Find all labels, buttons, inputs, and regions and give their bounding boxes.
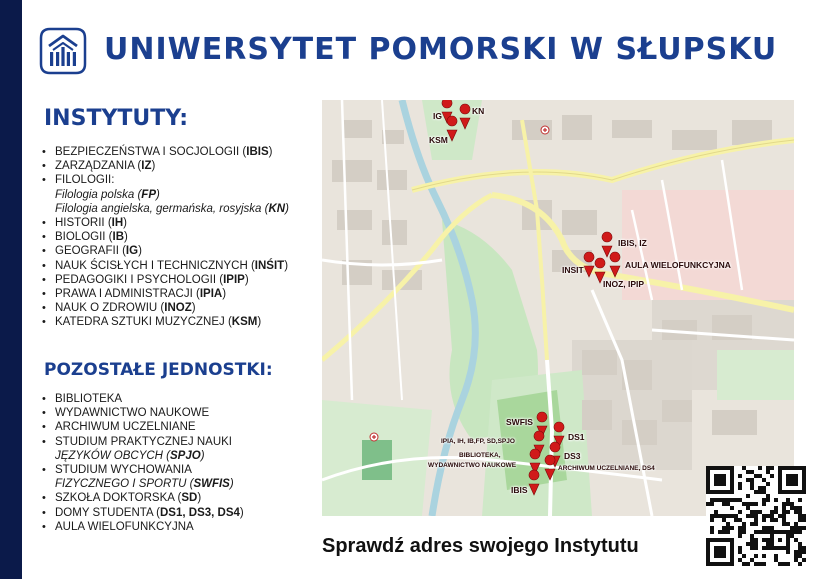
list-item: • PEDAGOGIKI I PSYCHOLOGII (IPIP)	[42, 273, 289, 287]
pin-label-archiwum: ARCHIWUM UCZELNIANE, DS4	[558, 465, 655, 472]
list-item: • KATEDRA SZTUKI MUZYCZNEJ (KSM)	[42, 315, 289, 329]
list-item: • STUDIUM WYCHOWANIA	[42, 463, 244, 477]
left-accent-bar	[0, 0, 22, 579]
list-item: • ZARZĄDZANIA (IZ)	[42, 159, 289, 173]
pin-label-ds3: DS3	[564, 451, 581, 461]
pin-label-ds1: DS1	[568, 432, 585, 442]
call-to-action-text: Sprawdź adres swojego Instytutu	[322, 535, 639, 557]
list-item: • WYDAWNICTWO NAUKOWE	[42, 406, 244, 420]
list-subitem: Filologia polska (FP)	[55, 188, 160, 201]
pin-label-swfis: SWFIS	[506, 417, 533, 427]
institutes-heading: INSTYTUTY:	[44, 106, 189, 131]
list-subitem: FIZYCZNEGO I SPORTU (SWFIS)	[55, 478, 234, 491]
list-item: • PRAWA I ADMINISTRACJI (IPIA)	[42, 287, 289, 301]
list-item: • NAUK ŚCISŁYCH I TECHNICZNYCH (INŚIT)	[42, 259, 289, 273]
other-units-heading: POZOSTAŁE JEDNOSTKI:	[44, 360, 273, 380]
pin-label-wydawnictwo: WYDAWNICTWO NAUKOWE	[428, 462, 517, 469]
list-item: • ARCHIWUM UCZELNIANE	[42, 420, 244, 434]
list-item: • FILOLOGII:	[42, 173, 289, 187]
pin-label-ibis: IBIS	[511, 485, 528, 495]
list-item: • SZKOŁA DOKTORSKA (SD)	[42, 491, 244, 505]
page-title: UNIWERSYTET POMORSKI W SŁUPSKU	[104, 32, 778, 67]
list-item: • DOMY STUDENTA (DS1, DS3, DS4)	[42, 506, 244, 520]
qr-code-icon[interactable]	[706, 466, 806, 566]
pin-label-ibis-iz: IBIS, IZ	[618, 238, 647, 248]
pin-label-insit: INSIT	[562, 265, 584, 275]
list-subitem: Filologia angielska, germańska, rosyjska (KN)	[55, 202, 289, 215]
institutes-list	[42, 145, 289, 330]
list-item: • BIBLIOTEKA	[42, 392, 244, 406]
pin-label-ig: IG	[433, 111, 442, 121]
list-item: • HISTORII (IH)	[42, 216, 289, 230]
list-item: • AULA WIELOFUNKCYJNA	[42, 520, 244, 534]
pin-label-ipia-group: IPIA, IH, IB,FP, SD,SPJO	[441, 438, 515, 445]
list-subitem: JĘZYKÓW OBCYCH (SPJO)	[55, 449, 205, 462]
list-item: • GEOGRAFII (IG)	[42, 244, 289, 258]
other-units-list	[42, 392, 244, 534]
pin-label-inoz-ipip: INOZ, IPIP	[603, 279, 645, 289]
pin-label-biblioteka: BIBLIOTEKA,	[459, 452, 501, 459]
university-logo-icon	[38, 26, 88, 76]
pin-label-kn: KN	[472, 106, 485, 116]
list-item: • BIOLOGII (IB)	[42, 230, 289, 244]
list-item: • BEZPIECZEŃSTWA I SOCJOLOGII (IBIS)	[42, 145, 289, 159]
list-item: • NAUK O ZDROWIU (INOZ)	[42, 301, 289, 315]
campus-map[interactable]	[322, 100, 794, 516]
map-canvas	[322, 100, 794, 516]
list-item: • STUDIUM PRAKTYCZNEJ NAUKI	[42, 435, 244, 449]
pin-label-ksm: KSM	[429, 135, 448, 145]
pin-label-aula: AULA WIELOFUNKCYJNA	[625, 260, 731, 270]
